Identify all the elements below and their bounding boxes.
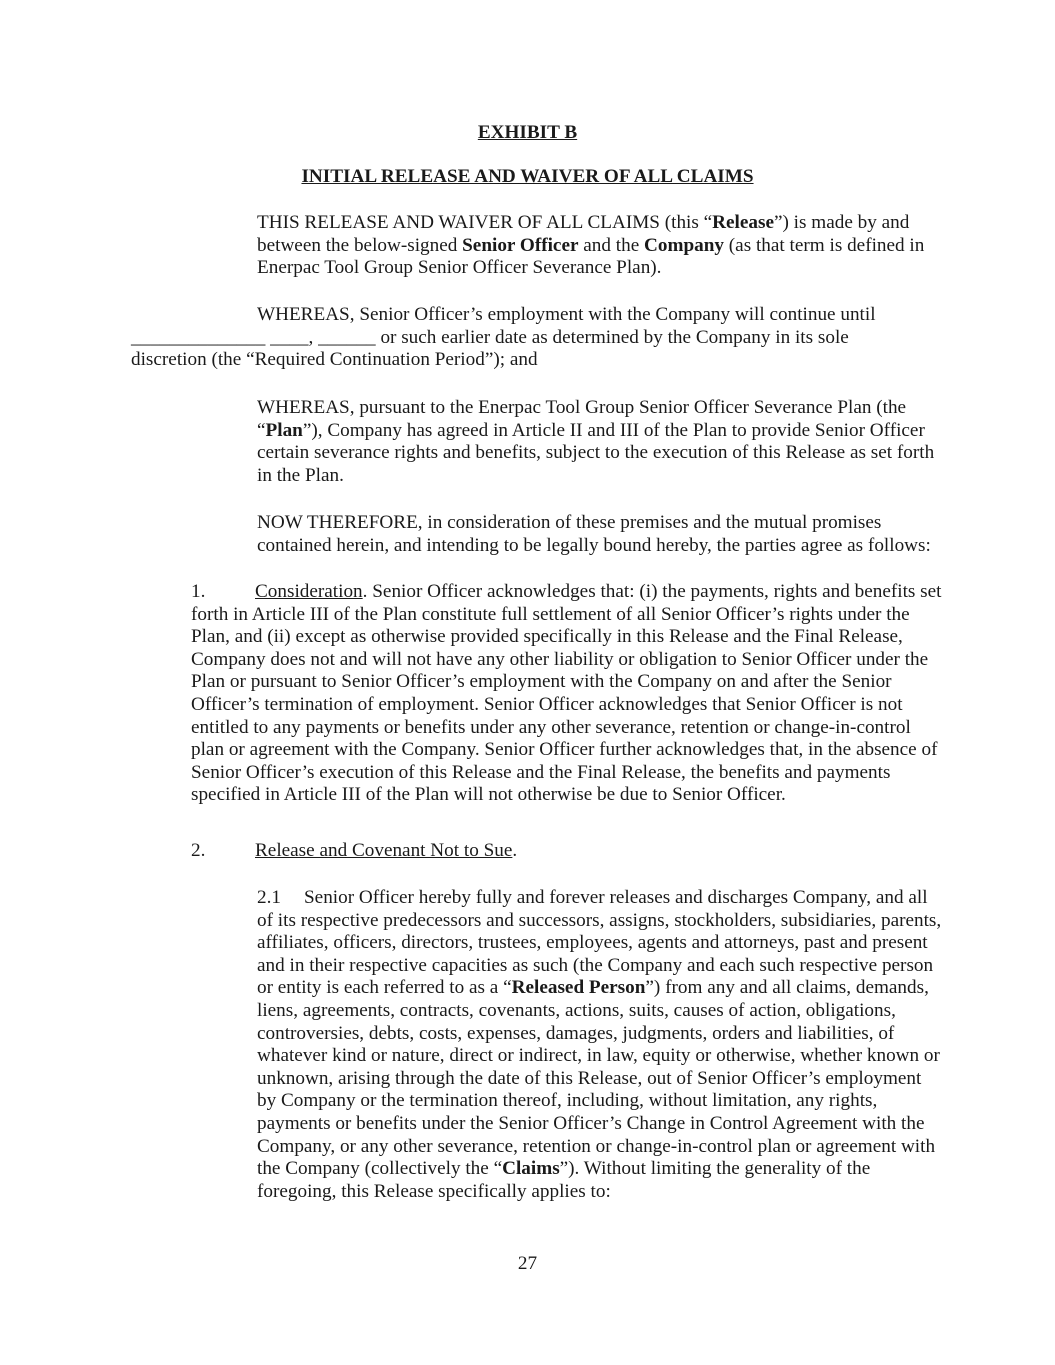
whereas1-line2: ______________ ____, ______ or such earlier date as determined by the Company in its sole bbox=[131, 326, 849, 348]
section-2-period: . bbox=[512, 840, 518, 861]
intro-text: (as that term is defined in Enerpac Tool Group Senior Officer Severance Plan). bbox=[257, 234, 925, 279]
whereas2-text: WHEREAS, pursuant to the Enerpac Tool Group Senior Officer Severance Plan (the “ bbox=[257, 397, 907, 441]
whereas2-text: ”), Company has agreed in Article II and III of the Plan to provide Senior Officer certain severance rights and benefits, subject to the execution of this Release as set forth in the Plan. bbox=[257, 419, 935, 486]
term-release: Release bbox=[712, 212, 774, 233]
term-claims: Claims bbox=[502, 1158, 560, 1180]
section-1-paragraph bbox=[131, 581, 943, 807]
whereas-paragraph-2 bbox=[131, 397, 943, 487]
intro-text: THIS RELEASE AND WAIVER OF ALL CLAIMS (this “ bbox=[257, 212, 713, 233]
section-2-number: 2. bbox=[191, 840, 206, 861]
intro-text: ”) is made by and between the below-signed bbox=[257, 212, 910, 256]
section-2-1-number: 2.1 bbox=[257, 887, 281, 908]
section-2-1-text: ”). Without limiting the generality of the foregoing, this Release specifically applies to: bbox=[257, 1158, 871, 1202]
whereas1-line1: WHEREAS, Senior Officer’s employment with the Company will continue until bbox=[257, 304, 876, 325]
term-company: Company bbox=[644, 234, 724, 256]
section-1-number: 1. bbox=[191, 581, 206, 602]
section-2-heading: Release and Covenant Not to Sue bbox=[255, 840, 513, 861]
section-2-1-text: Senior Officer hereby fully and forever releases and discharges Company, and all of its respective predecessors and successors, assigns, stockholders, subsidiaries, parents, affiliates, officers, directors, trustees, employees, agents and attorneys, past and present and in their respective capacities as such (the Company and each such respective person or entity is each referred to as a “ bbox=[257, 887, 942, 999]
section-2-heading-line bbox=[131, 840, 943, 863]
now-therefore-paragraph bbox=[131, 512, 943, 557]
term-senior-officer: Senior Officer bbox=[462, 234, 579, 256]
document-title: INITIAL RELEASE AND WAIVER OF ALL CLAIMS bbox=[301, 166, 754, 187]
section-2-1-text: ”) from any and all claims, demands, liens, agreements, contracts, covenants, actions, suits, causes of action, obligations, controversies, debts, costs, expenses, damages, judgments, orders and liabilities, of whatever kind or nature, direct or indirect, in law, equity or otherwise, whether known or unknown, arising through the date of this Release, out of Senior Officer’s employment by Company or the termination thereof, including, without limitation, any rights, payments or benefits under the Senior Officer’s Change in Control Agreement with the Company, or any other severance, retention or change-in-control plan or agreement with the Company (collectively the “ bbox=[257, 977, 940, 1180]
section-1-body: . Senior Officer acknowledges that: (i) the payments, rights and benefits set forth in Article III of the Plan constitute full settlement of all Senior Officer’s rights under the Plan, and (ii) except as otherwise provided specifically in this Release and the Final Release, Company does not and will not have any other liability or obligation to Senior Officer under the Plan or pursuant to Senior Officer’s employment with the Company on and after the Senior Officer’s termination of employment. Senior Officer acknowledges that Senior Officer is not entitled to any payments or benefits under any other severance, retention or change-in-control plan or agreement with the Company. Senior Officer further acknowledges that, in the absence of Senior Officer’s execution of this Release and the Final Release, the benefits and payments specified in Article III of the Plan will not otherwise be due to Senior Officer. bbox=[191, 581, 942, 806]
exhibit-heading: EXHIBIT B bbox=[477, 122, 578, 143]
whereas-paragraph-1 bbox=[131, 304, 943, 372]
now-therefore-text: NOW THEREFORE, in consideration of these premises and the mutual promises contained herein, and intending to be legally bound hereby, the parties agree as follows: bbox=[257, 512, 931, 556]
intro-paragraph bbox=[131, 212, 943, 280]
page-number: 27 bbox=[517, 1253, 538, 1274]
term-plan: Plan bbox=[265, 419, 303, 441]
whereas1-line3: discretion (the “Required Continuation Period”); and bbox=[131, 349, 538, 371]
section-1-heading: Consideration bbox=[255, 581, 363, 602]
section-2-1-paragraph bbox=[131, 887, 943, 1203]
term-released-person: Released Person bbox=[511, 977, 646, 999]
intro-text: and the bbox=[578, 234, 645, 256]
